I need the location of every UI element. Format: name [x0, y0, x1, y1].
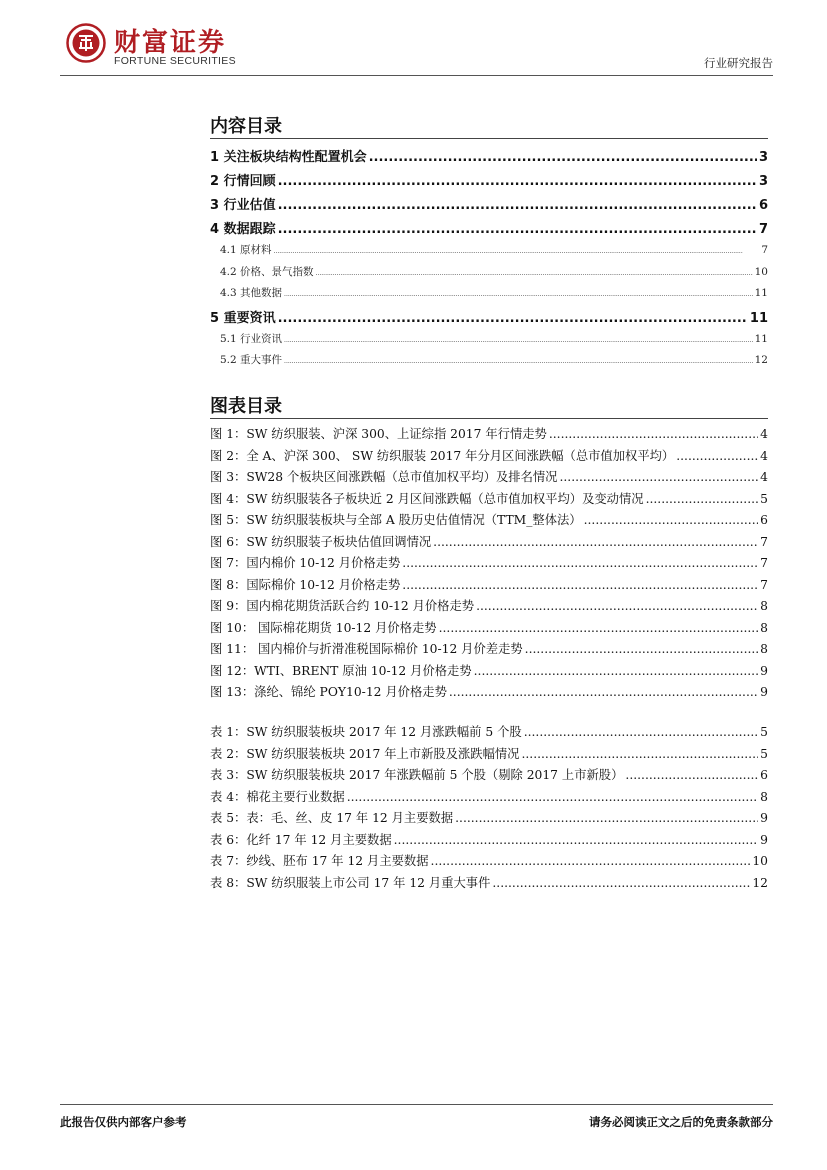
- figure-entry[interactable]: 图 5：SW 纺织服装板块与全部 A 股历史估值情况（TTM_整体法） ..... 6: [210, 510, 768, 532]
- logo-chinese-name: 财富证券: [114, 28, 227, 58]
- footer-disclaimer-right: 请务必阅读正文之后的免责条款部分: [589, 1115, 773, 1129]
- tables-list: [210, 722, 768, 894]
- footer-disclaimer-left: 此报告仅供内部客户参考: [60, 1115, 187, 1129]
- figure-entry[interactable]: 图 12：WTI、BRENT 原油 10-12 月价格走势 ..... 9: [210, 661, 768, 683]
- table-entry[interactable]: 表 7：纱线、胚布 17 年 12 月主要数据 ..... 10: [210, 851, 768, 873]
- figures-title: 图表目录: [210, 396, 282, 417]
- figure-entry[interactable]: 图 2：全 A、沪深 300、 SW 纺织服装 2017 年分月区间涨跌幅（总市值加权平均） ..... 4: [210, 446, 768, 468]
- toc-entry[interactable]: 1 关注板块结构性配置机会 ..... 3: [210, 146, 768, 170]
- table-entry[interactable]: 表 2：SW 纺织服装板块 2017 年上市新股及涨跌幅情况 ..... 5: [210, 744, 768, 766]
- toc-title: 内容目录: [210, 116, 282, 137]
- toc-subentry[interactable]: 5.1 行业资讯 ..... 11: [210, 331, 768, 353]
- figure-entry[interactable]: 图 8：国际棉价 10-12 月价格走势 ..... 7: [210, 575, 768, 597]
- figure-entry[interactable]: 图 4：SW 纺织服装各子板块近 2 月区间涨跌幅（总市值加权平均）及变动情况 ..... 5: [210, 489, 768, 511]
- logo-english-name: FORTUNE SECURITIES: [114, 55, 236, 67]
- table-entry[interactable]: 表 8：SW 纺织服装上市公司 17 年 12 月重大事件 ..... 12: [210, 873, 768, 895]
- footer-divider: [60, 1104, 773, 1105]
- header-divider: [60, 75, 773, 76]
- page-header: [60, 18, 773, 74]
- figure-entry[interactable]: 图 6：SW 纺织服装子板块估值回调情况 ..... 7: [210, 532, 768, 554]
- report-type-label: 行业研究报告: [704, 56, 773, 70]
- toc-subentry[interactable]: 5.2 重大事件 ..... 12: [210, 352, 768, 374]
- table-entry[interactable]: 表 1：SW 纺织服装板块 2017 年 12 月涨跌幅前 5 个股 ..... 5: [210, 722, 768, 744]
- figures-title-divider: [210, 418, 768, 419]
- toc-subentry[interactable]: 4.2 价格、景气指数 ..... 10: [210, 264, 768, 286]
- figure-entry[interactable]: 图 11： 国内棉价与折滑准税国际棉价 10-12 月价差走势 ..... 8: [210, 639, 768, 661]
- toc-subentry[interactable]: 4.3 其他数据 ..... 11: [210, 285, 768, 307]
- table-entry[interactable]: 表 4：棉花主要行业数据 ..... 8: [210, 787, 768, 809]
- table-entry[interactable]: 表 6：化纤 17 年 12 月主要数据 ..... 9: [210, 830, 768, 852]
- fortune-logo-icon: [66, 23, 106, 63]
- toc-entry[interactable]: 4 数据跟踪 ..... 7: [210, 218, 768, 242]
- figures-list: [210, 424, 768, 704]
- toc-subentry[interactable]: 4.1 原材料 ..... 7: [210, 242, 768, 264]
- toc-entry[interactable]: 2 行情回顾 ..... 3: [210, 170, 768, 194]
- figure-entry[interactable]: 图 9：国内棉花期货活跃合约 10-12 月价格走势 ..... 8: [210, 596, 768, 618]
- figure-entry[interactable]: 图 10： 国际棉花期货 10-12 月价格走势 ..... 8: [210, 618, 768, 640]
- toc-title-divider: [210, 138, 768, 139]
- figure-entry[interactable]: 图 1：SW 纺织服装、沪深 300、上证综指 2017 年行情走势 ..... 4: [210, 424, 768, 446]
- table-entry[interactable]: 表 3：SW 纺织服装板块 2017 年涨跌幅前 5 个股（剔除 2017 上市新股） ..... 6: [210, 765, 768, 787]
- toc-entry[interactable]: 5 重要资讯 ..... 11: [210, 307, 768, 331]
- figure-entry[interactable]: 图 7：国内棉价 10-12 月价格走势 ..... 7: [210, 553, 768, 575]
- figure-entry[interactable]: 图 13：涤纶、锦纶 POY10-12 月价格走势 ..... 9: [210, 682, 768, 704]
- toc-list: [210, 146, 768, 374]
- figure-entry[interactable]: 图 3：SW28 个板块区间涨跌幅（总市值加权平均）及排名情况 ..... 4: [210, 467, 768, 489]
- table-entry[interactable]: 表 5：表：毛、丝、皮 17 年 12 月主要数据 ..... 9: [210, 808, 768, 830]
- toc-entry[interactable]: 3 行业估值 ..... 6: [210, 194, 768, 218]
